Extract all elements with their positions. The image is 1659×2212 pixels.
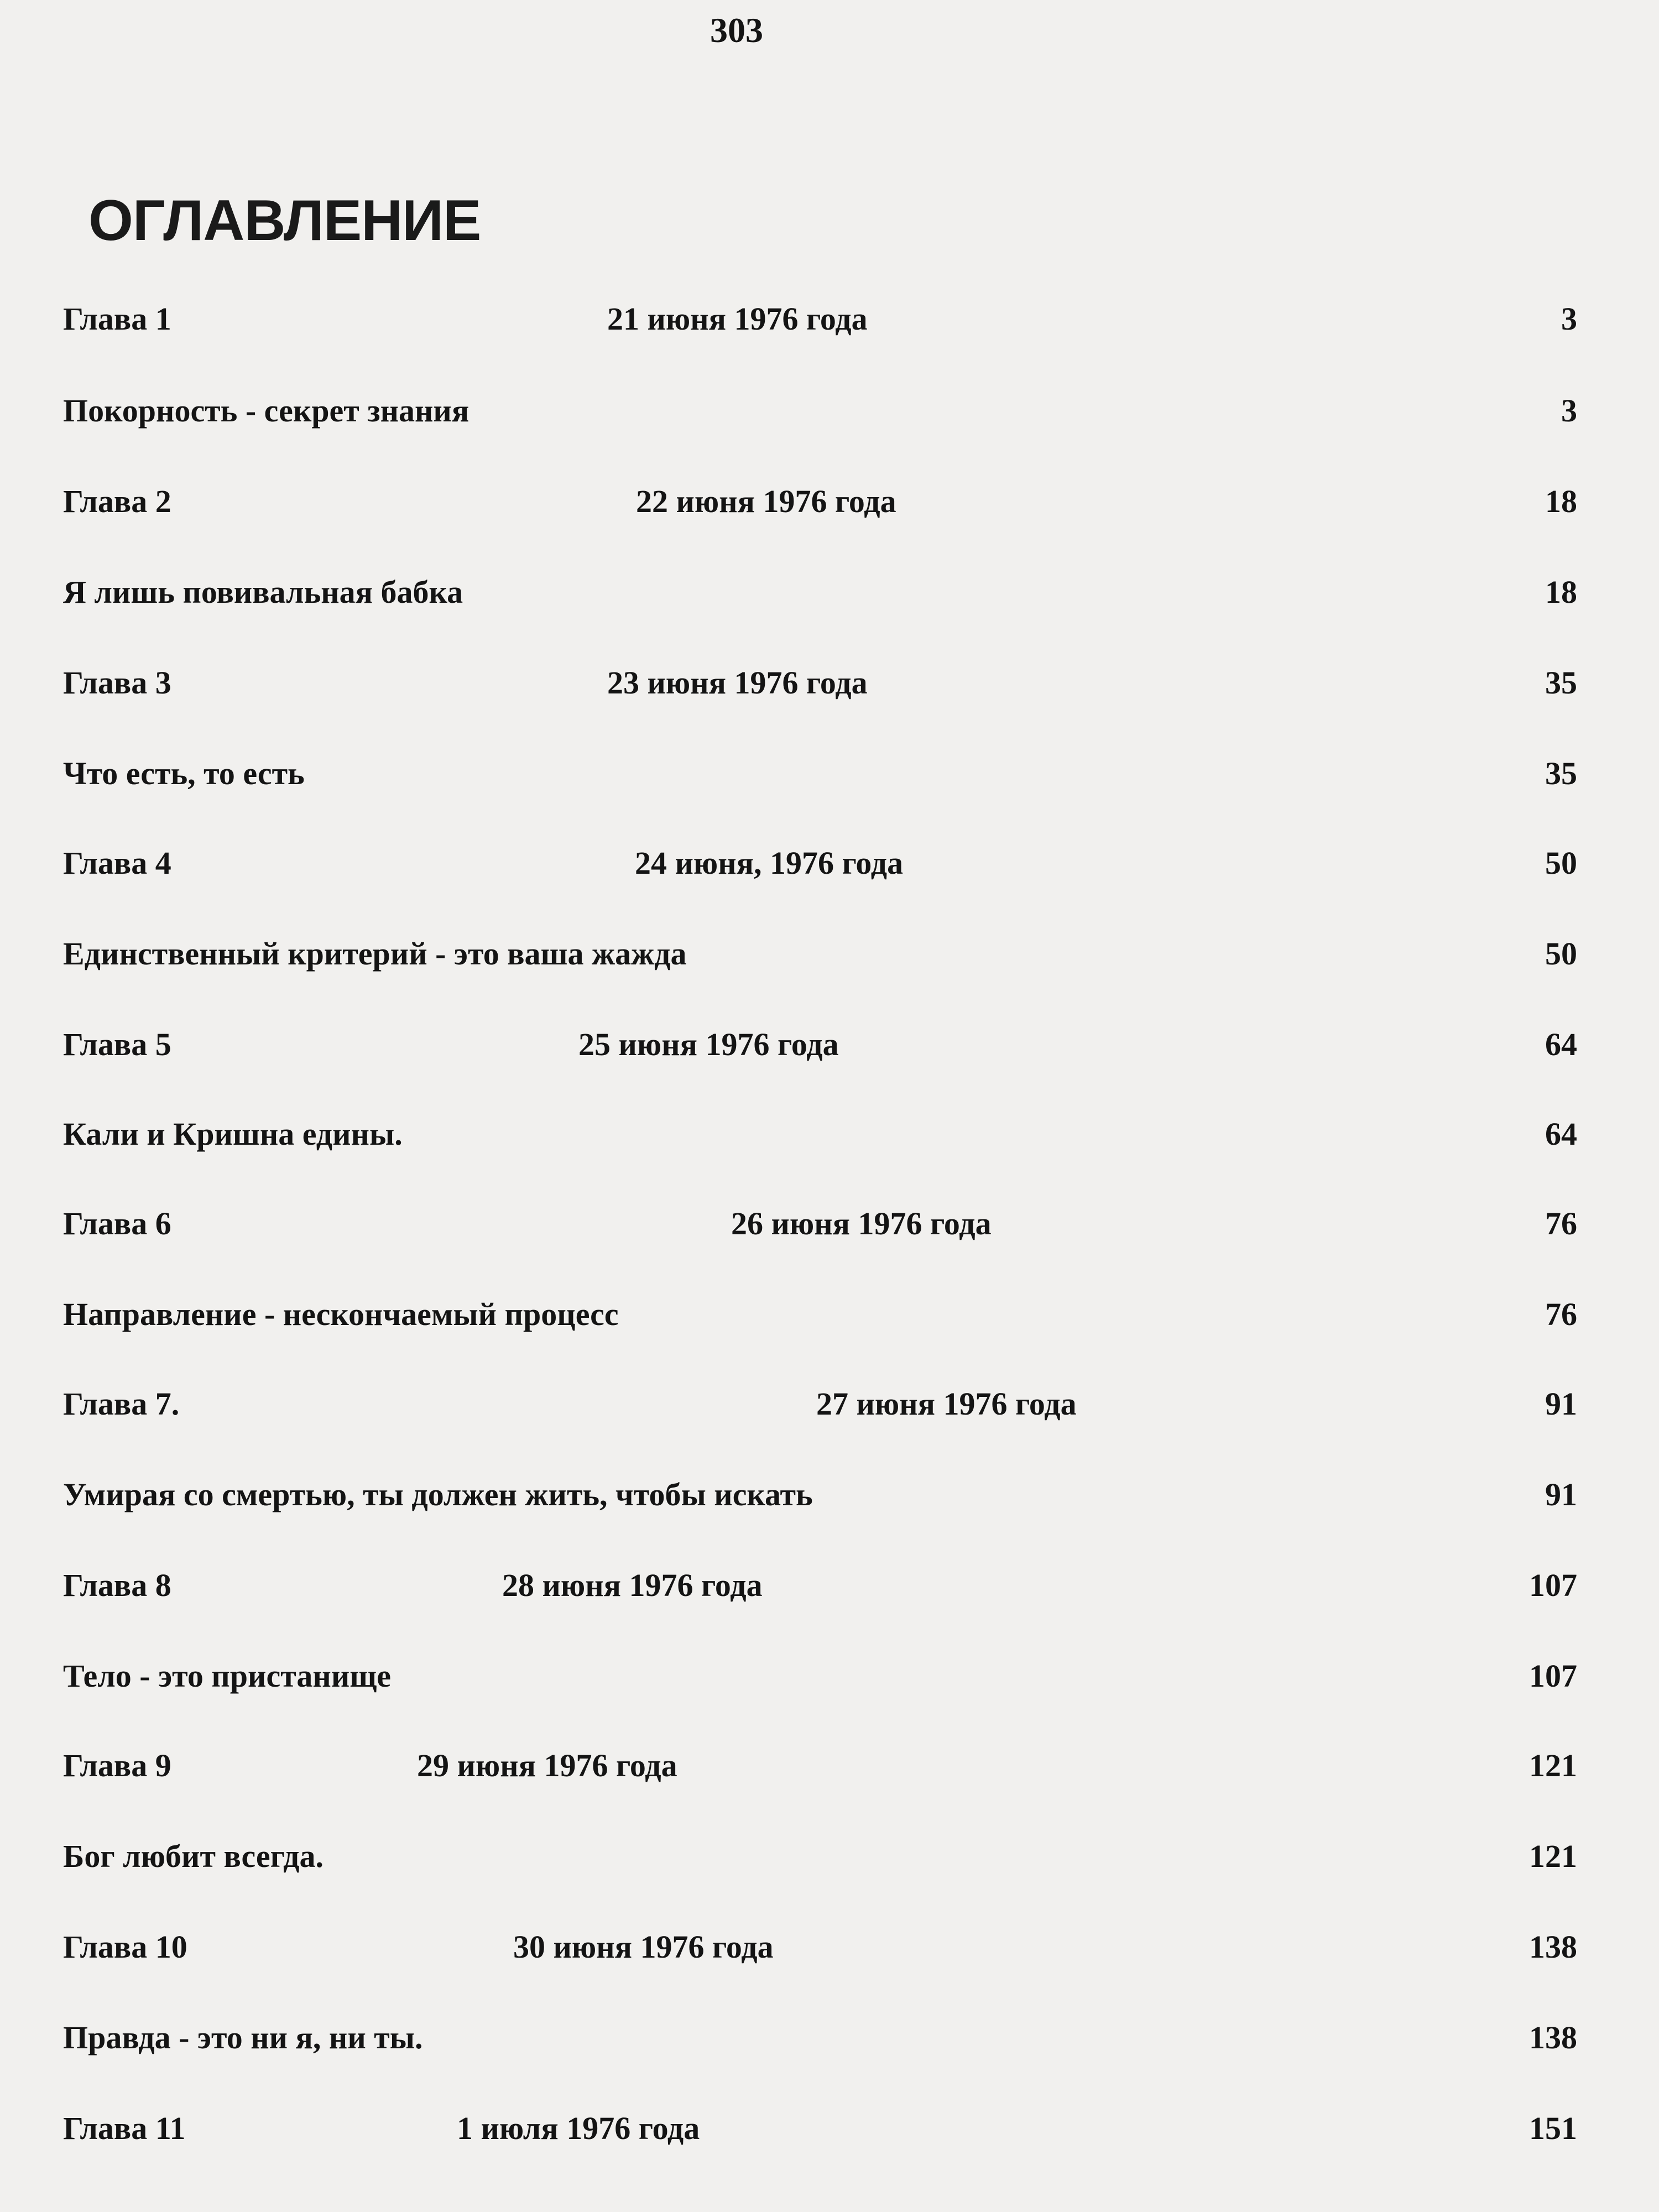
subtitle-page: 18 [1545,574,1577,610]
chapter-page: 107 [1529,1567,1577,1603]
chapter-date: 23 июня 1976 года [607,665,868,701]
subtitle-page: 3 [1561,393,1577,429]
chapter-date: 26 июня 1976 года [731,1206,992,1241]
toc-subtitle-4[interactable] [0,932,1659,976]
chapter-page: 64 [1545,1026,1577,1062]
toc-subtitle-7[interactable] [0,1473,1659,1517]
chapter-label: Глава 5 [63,1026,171,1062]
chapter-label: Глава 4 [63,845,171,881]
toc-subtitle-3[interactable] [0,752,1659,796]
chapter-page: 151 [1529,2110,1577,2146]
chapter-subtitle: Умирая со смертью, ты должен жить, чтобы искать [63,1477,813,1512]
chapter-date: 27 июня 1976 года [816,1386,1077,1422]
chapter-subtitle: Кали и Кришна едины. [63,1116,403,1152]
toc-chapter-3[interactable] [0,661,1659,705]
subtitle-page: 107 [1529,1658,1577,1694]
chapter-page: 35 [1545,665,1577,701]
subtitle-page: 35 [1545,755,1577,791]
chapter-subtitle: Правда - это ни я, ни ты. [63,2020,423,2056]
toc-subtitle-6[interactable] [0,1292,1659,1337]
subtitle-page: 76 [1545,1296,1577,1332]
toc-chapter-2[interactable] [0,479,1659,524]
toc-chapter-11[interactable] [0,2106,1659,2151]
chapter-date: 22 июня 1976 года [636,483,896,519]
chapter-label: Глава 7. [63,1386,180,1422]
toc-chapter-10[interactable] [0,1925,1659,1969]
chapter-page: 3 [1561,301,1577,337]
chapter-page: 138 [1529,1929,1577,1965]
chapter-date: 28 июня 1976 года [502,1567,763,1603]
chapter-page: 50 [1545,845,1577,881]
toc-subtitle-9[interactable] [0,1834,1659,1879]
chapter-subtitle: Бог любит всегда. [63,1838,324,1874]
toc-chapter-7[interactable] [0,1382,1659,1426]
chapter-label: Глава 3 [63,665,171,701]
toc-title: ОГЛАВЛЕНИЕ [88,189,481,253]
subtitle-page: 138 [1529,2020,1577,2056]
chapter-date: 29 июня 1976 года [417,1747,677,1783]
subtitle-page: 121 [1529,1838,1577,1874]
chapter-label: Глава 1 [63,301,171,337]
chapter-label: Глава 9 [63,1747,171,1783]
chapter-date: 24 июня, 1976 года [635,845,904,881]
chapter-date: 25 июня 1976 года [578,1026,839,1062]
chapter-subtitle: Направление - нескончаемый процесс [63,1296,619,1332]
chapter-label: Глава 2 [63,483,171,519]
chapter-date: 21 июня 1976 года [607,301,868,337]
toc-chapter-9[interactable] [0,1744,1659,1788]
chapter-date: 30 июня 1976 года [513,1929,774,1965]
toc-chapter-1[interactable] [0,297,1659,341]
chapter-page: 121 [1529,1747,1577,1783]
chapter-subtitle: Что есть, то есть [63,755,305,791]
toc-subtitle-1[interactable] [0,389,1659,433]
chapter-page: 91 [1545,1386,1577,1422]
subtitle-page: 50 [1545,936,1577,972]
toc-subtitle-5[interactable] [0,1112,1659,1156]
toc-chapter-6[interactable] [0,1202,1659,1246]
chapter-page: 76 [1545,1206,1577,1241]
page-number: 303 [710,11,763,50]
chapter-subtitle: Я лишь повивальная бабка [63,574,463,610]
chapter-label: Глава 10 [63,1929,187,1965]
toc-chapter-4[interactable] [0,841,1659,885]
chapter-label: Глава 8 [63,1567,171,1603]
chapter-date: 1 июля 1976 года [457,2110,700,2146]
toc-subtitle-2[interactable] [0,570,1659,614]
subtitle-page: 64 [1545,1116,1577,1152]
toc-chapter-5[interactable] [0,1022,1659,1067]
chapter-label: Глава 6 [63,1206,171,1241]
chapter-label: Глава 11 [63,2110,186,2146]
subtitle-page: 91 [1545,1477,1577,1512]
toc-subtitle-8[interactable] [0,1654,1659,1698]
chapter-subtitle: Тело - это пристанище [63,1658,391,1694]
chapter-subtitle: Покорность - секрет знания [63,393,469,429]
toc-chapter-8[interactable] [0,1563,1659,1608]
chapter-page: 18 [1545,483,1577,519]
toc-subtitle-10[interactable] [0,2016,1659,2060]
chapter-subtitle: Единственный критерий - это ваша жажда [63,936,687,972]
